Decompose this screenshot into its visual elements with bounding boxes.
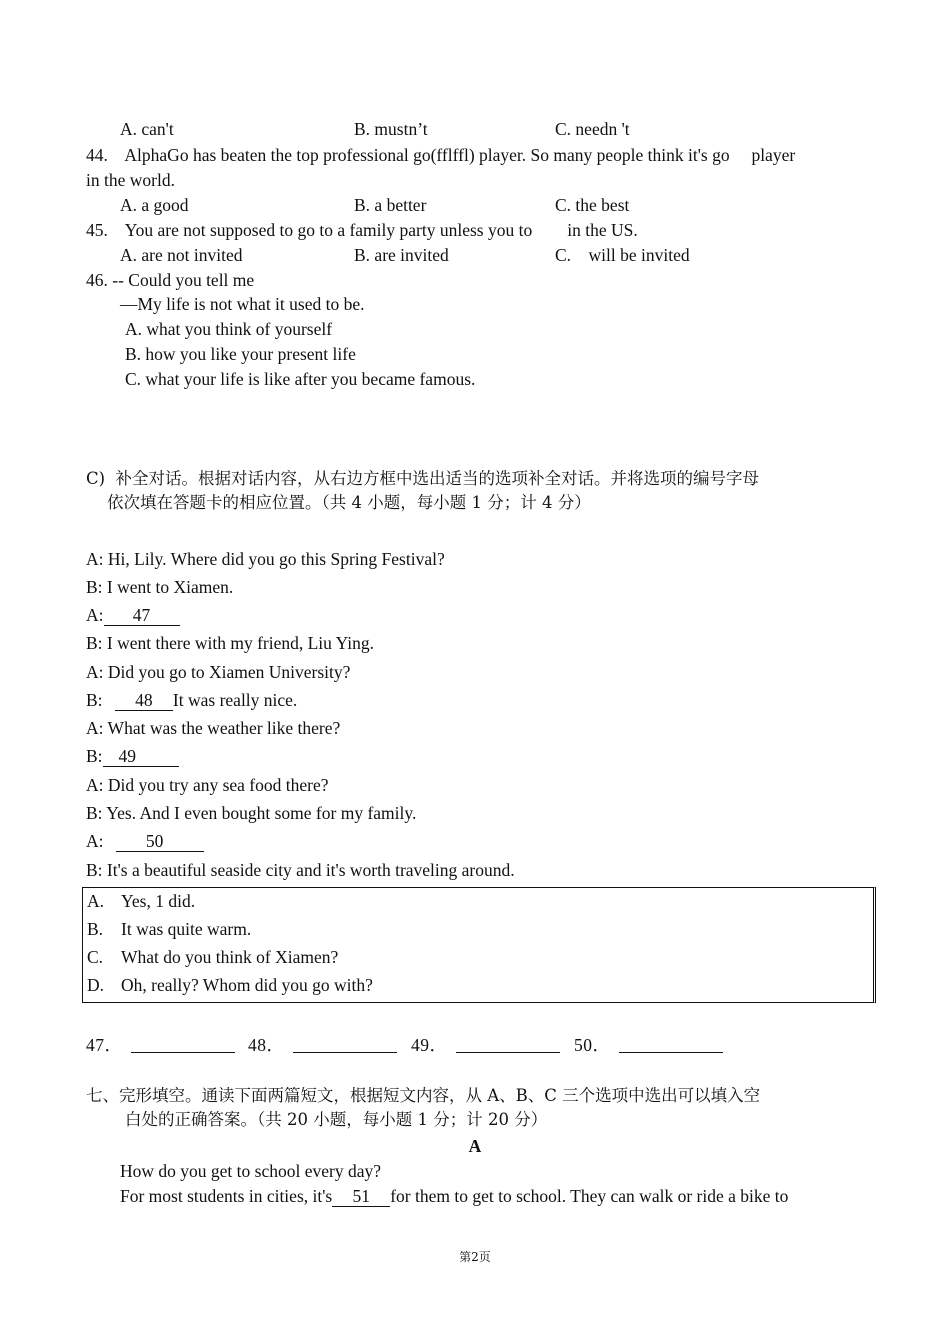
answer-underline — [619, 1036, 723, 1053]
dialogue-line-12: B: It's a beautiful seaside city and it's worth traveling around. — [86, 860, 515, 880]
dialogue-line-9: A: Did you try any sea food there? — [86, 775, 329, 795]
option-text: It was quite warm. — [121, 919, 252, 939]
answer-slot-47 — [86, 1034, 235, 1056]
q43-option-c: C. needn 't — [555, 119, 630, 139]
q46-reply: —My life is not what it used to be. — [120, 294, 365, 314]
q44-option-a: A. a good — [120, 195, 189, 215]
q46-option-b: B. how you like your present life — [125, 344, 356, 364]
answer-underline — [293, 1036, 397, 1053]
q45-option-a: A. are not invited — [120, 245, 243, 265]
answer-slot-49 — [411, 1034, 560, 1056]
dialogue-line-2: B: I went to Xiamen. — [86, 577, 234, 597]
dialogue-line-4: B: I went there with my friend, Liu Ying. — [86, 633, 375, 653]
answer-blank-50 — [116, 831, 204, 852]
option-letter: B. — [87, 919, 104, 939]
q46-option-c: C. what your life is like after you became famous. — [125, 369, 476, 389]
answer-underline — [131, 1036, 235, 1053]
answer-slot-50 — [574, 1034, 723, 1056]
blank-number: 49 — [118, 746, 137, 766]
option-letter: D. — [87, 975, 105, 995]
blank-number: 50 — [145, 831, 164, 851]
q46-option-a: A. what you think of yourself — [125, 319, 333, 339]
passage-line-2 — [120, 1185, 788, 1207]
section-c-instruction-cont: 依次填在答题卡的相应位置。（共 4 小题，每小题 1 分；计 4 分） — [107, 493, 591, 512]
dialogue-line-7: A: What was the weather like there? — [86, 718, 341, 738]
speaker-label: A: — [86, 831, 108, 851]
passage-text: for them to get to school. They can walk or ride a bike to — [390, 1186, 789, 1206]
dialogue-line-11 — [86, 830, 204, 852]
q44-option-c: C. the best — [555, 195, 630, 215]
q44-stem: 44. AlphaGo has beaten the top professional go(fflffl) player. So many people think it's go player — [86, 145, 796, 165]
q44-option-b: B. a better — [354, 195, 427, 215]
dialogue-line-5: A: Did you go to Xiamen University? — [86, 662, 351, 682]
passage-text: For most students in cities, it's — [120, 1186, 333, 1206]
answer-number: 50． — [574, 1035, 611, 1055]
option-row-b — [87, 918, 251, 940]
option-text: What do you think of Xiamen? — [121, 947, 339, 967]
dialogue-line-8 — [86, 745, 179, 767]
answer-slot-48 — [248, 1034, 397, 1056]
answer-blank-48: 48 — [115, 690, 173, 711]
q46-stem: 46. -- Could you tell me — [86, 270, 255, 290]
dialogue-text: It was really nice. — [172, 690, 298, 710]
dialogue-line-1: A: Hi, Lily. Where did you go this Spring Festival? — [86, 549, 445, 569]
option-letter: C. — [87, 947, 104, 967]
answer-blank-49 — [103, 746, 179, 767]
section-7-instruction-cont: 白处的正确答案。（共 20 小题，每小题 1 分；计 20 分） — [125, 1110, 548, 1129]
option-letter: A. — [87, 891, 105, 911]
q44-stem-cont: in the world. — [86, 170, 175, 190]
passage-label: A — [468, 1136, 482, 1156]
dialogue-line-6 — [86, 689, 297, 711]
options-box — [82, 887, 876, 1003]
option-row-c — [87, 946, 338, 968]
section-7-instruction: 七、完形填空。通读下面两篇短文，根据短文内容，从 A、B、C 三个选项中选出可以填入空 — [86, 1086, 761, 1105]
answer-blank-47: 47 — [104, 605, 180, 626]
speaker-label: A: — [86, 605, 104, 625]
q43-option-b: B. mustn’t — [354, 119, 428, 139]
option-row-a — [87, 890, 195, 912]
dialogue-line-3 — [86, 604, 180, 626]
speaker-label: B: — [86, 690, 107, 710]
answer-number: 48． — [248, 1035, 285, 1055]
q43-option-a: A. can't — [120, 119, 174, 139]
option-row-d — [87, 974, 373, 996]
speaker-label: B: — [86, 746, 103, 766]
passage-line-1: How do you get to school every day? — [120, 1161, 381, 1181]
answer-number: 49． — [411, 1035, 448, 1055]
answer-number: 47． — [86, 1035, 123, 1055]
page-number: 第2页 — [459, 1250, 491, 1264]
dialogue-line-10: B: Yes. And I even bought some for my family. — [86, 803, 417, 823]
q45-stem: 45. You are not supposed to go to a family party unless you to in the US. — [86, 220, 638, 240]
section-c-instruction: C) 补全对话。根据对话内容，从右边方框中选出适当的选项补全对话。并将选项的编号字母 — [86, 469, 760, 488]
answer-underline — [456, 1036, 560, 1053]
option-text: Oh, really? Whom did you go with? — [121, 975, 373, 995]
q45-option-c: C. will be invited — [555, 245, 690, 265]
answer-blank-51: 51 — [332, 1186, 390, 1207]
option-text: Yes, 1 did. — [121, 891, 196, 911]
q45-option-b: B. are invited — [354, 245, 449, 265]
